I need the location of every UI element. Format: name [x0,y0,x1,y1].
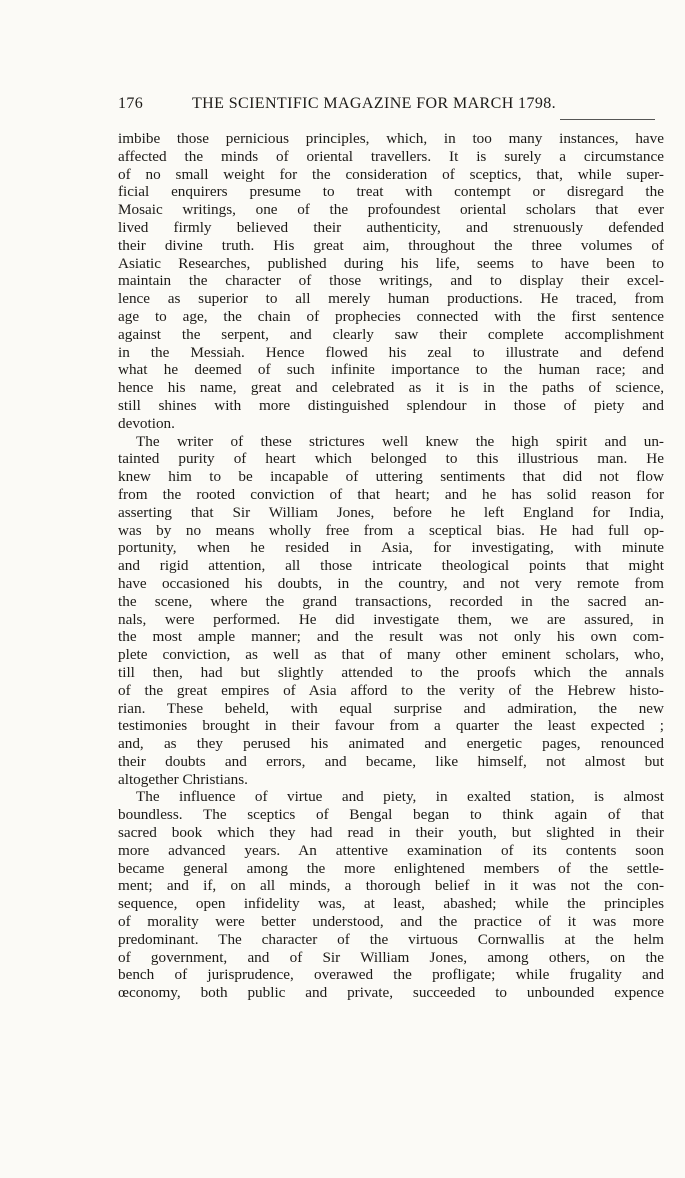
text-line: maintain the character of those writings, and to display their excel- [118,272,664,290]
text-line: nals, were performed. He did investigate them, we are assured, in [118,610,664,628]
text-line: was by no means wholly free from a sceptical bias. He had full op- [118,521,664,539]
text-line: devotion. [118,414,175,432]
page-number: 176 [118,95,144,112]
text-line: more advanced years. An attentive examination of its contents soon [118,841,664,859]
text-line: portunity, when he resided in Asia, for investigating, with minute [118,539,664,557]
body-text [118,130,664,1002]
text-line: asserting that Sir William Jones, before he left England for India, [118,503,664,521]
text-line: hence his name, great and celebrated as it is in the paths of science, [118,379,664,397]
text-line: of no small weight for the consideration of sceptics, that, while super- [118,165,664,183]
text-line: lence as superior to all merely human productions. He traced, from [118,290,664,308]
text-line: age to age, the chain of prophecies connected with the first sentence [118,307,664,325]
text-line: ment; and if, on all minds, a thorough belief in it was not the con- [118,877,664,895]
text-line: in the Messiah. Hence flowed his zeal to illustrate and defend [118,343,664,361]
text-line: altogether Christians. [118,770,248,788]
text-line: have occasioned his doubts, in the country, and not very remote from [118,574,664,592]
text-line: their divine truth. His great aim, throughout the three volumes of [118,236,664,254]
header-rule [560,119,655,120]
text-line: lived firmly believed their authenticity, and strenuously defended [118,218,664,236]
text-line: what he deemed of such infinite importance to the human race; and [118,361,664,379]
text-line: against the serpent, and clearly saw their complete accomplishment [118,325,664,343]
text-line: testimonies brought in their favour from a quarter the least expected ; [118,717,664,735]
text-line: predominant. The character of the virtuous Cornwallis at the helm [118,930,664,948]
text-line: imbibe those pernicious principles, which, in too many instances, have [118,130,664,147]
text-line: plete conviction, as well as that of many other eminent scholars, who, [118,646,664,664]
text-line: sacred book which they had read in their youth, but slighted in their [118,824,664,842]
text-line: of morality were better understood, and the practice of it was more [118,913,664,931]
text-line: sequence, open infidelity was, at least, abashed; while the principles [118,895,664,913]
text-line: of government, and of Sir William Jones, among others, on the [118,948,664,966]
text-line: boundless. The sceptics of Bengal began to think again of that [118,806,664,824]
paragraph-start-line: The writer of these strictures well knew the high spirit and un- [136,432,664,450]
text-line: of the great empires of Asia afford to the verity of the Hebrew histo- [118,681,664,699]
text-line: the most ample manner; and the result was not only his own com- [118,628,664,646]
text-line: Mosaic writings, one of the profoundest oriental scholars that ever [118,201,664,219]
text-line: and, as they perused his animated and energetic pages, renounced [118,735,664,753]
text-line: œconomy, both public and private, succeeded to unbounded expence [118,984,664,1002]
paragraph-start-line: The influence of virtue and piety, in exalted station, is almost [136,788,664,806]
text-line: affected the minds of oriental travellers. It is surely a circumstance [118,147,664,165]
text-line: the scene, where the grand transactions, recorded in the sacred an- [118,592,664,610]
text-line: their doubts and errors, and became, like himself, not almost but [118,752,664,770]
text-line: ficial enquirers presume to treat with contempt or disregard the [118,183,664,201]
text-line: rian. These beheld, with equal surprise and admiration, the new [118,699,664,717]
text-line: knew him to be incapable of uttering sentiments that did not flow [118,468,664,486]
text-line: tainted purity of heart which belonged to this illustrious man. He [118,450,664,468]
text-line: bench of jurisprudence, overawed the profligate; while frugality and [118,966,664,984]
text-line: till then, had but slightly attended to the proofs which the annals [118,663,664,681]
text-line: Asiatic Researches, published during his life, seems to have been to [118,254,664,272]
text-line: from the rooted conviction of that heart; and he has solid reason for [118,485,664,503]
text-line: and rigid attention, all those intricate theological points that might [118,557,664,575]
page-header [118,95,648,113]
running-title: THE SCIENTIFIC MAGAZINE FOR MARCH 1798. [192,95,557,112]
text-line: became general among the more enlightened members of the settle- [118,859,664,877]
text-line: still shines with more distinguished splendour in those of piety and [118,396,664,414]
